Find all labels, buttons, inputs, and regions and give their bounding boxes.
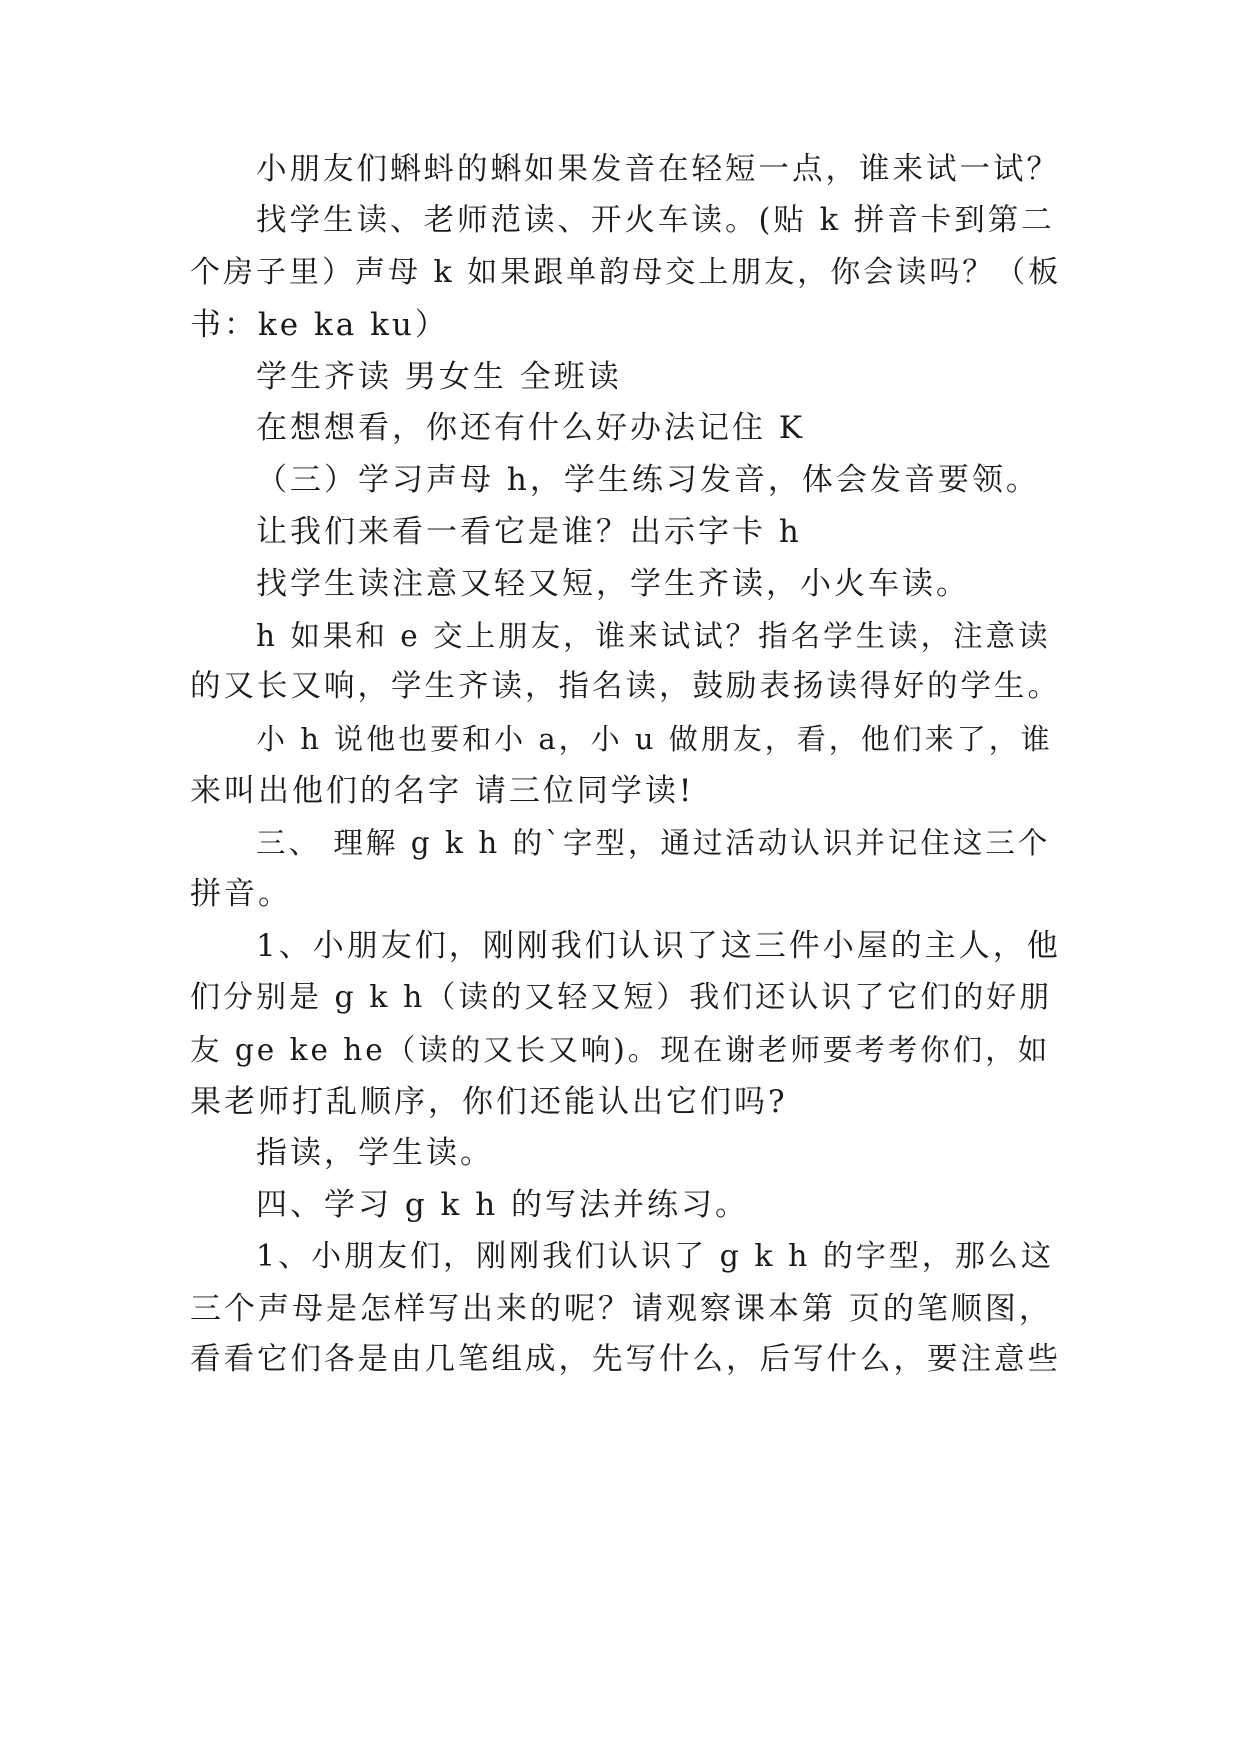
text-line: 的又长又响，学生齐读，指名读，鼓励表扬读得好的学生。 bbox=[190, 669, 1061, 704]
text-line: 拼音。 bbox=[190, 876, 292, 912]
text-line: 来叫出他们的名字 请三位同学读! bbox=[190, 773, 695, 809]
text-line: 找学生读注意又轻又短，学生齐读，小火车读。 bbox=[256, 566, 970, 602]
text-line: 看看它们各是由几笔组成，先写什么，后写什么，要注意些 bbox=[190, 1342, 1061, 1377]
text-line: 在想想看，你还有什么好办法记住 K bbox=[256, 410, 806, 446]
text-line: 1、小朋友们，刚刚我们认识了 g k h 的字型，那么这 bbox=[256, 1239, 1054, 1274]
text-line: 书：ke ka ku） bbox=[190, 307, 449, 343]
text-line: 们分别是 g k h（读的又轻又短）我们还认识了它们的好朋 bbox=[190, 980, 1053, 1015]
text-line: 三、 理解 g k h 的`字型，通过活动认识并记住这三个 bbox=[256, 826, 1051, 860]
text-line: 三个声母是怎样写出来的呢？请观察课本第 页的笔顺图， bbox=[190, 1291, 1053, 1327]
text-line: 让我们来看一看它是谁？出示字卡 h bbox=[256, 514, 802, 550]
text-line: 指读，学生读。 bbox=[256, 1135, 494, 1171]
text-line: 果老师打乱顺序，你们还能认出它们吗? bbox=[190, 1084, 788, 1120]
text-line: 四、学习 g k h 的写法并练习。 bbox=[256, 1187, 750, 1223]
text-line: 1、小朋友们，刚刚我们认识了这三件小屋的主人，他 bbox=[256, 928, 1061, 964]
text-line: 友 ge ke he（读的又长又响)。现在谢老师要考考你们，如 bbox=[190, 1033, 1051, 1067]
text-line: 小 h 说他也要和小 a，小 u 做朋友，看，他们来了，谁 bbox=[256, 722, 1053, 756]
text-line: 学生齐读 男女生 全班读 bbox=[256, 359, 622, 395]
text-line: 个房子里）声母 k 如果跟单韵母交上朋友，你会读吗？（板 bbox=[190, 255, 1062, 290]
text-line: （三）学习声母 h，学生练习发音，体会发音要领。 bbox=[256, 462, 1040, 498]
text-line: h 如果和 e 交上朋友，谁来试试？指名学生读，注意读 bbox=[256, 619, 1051, 653]
text-line: 小朋友们蝌蚪的蝌如果发音在轻短一点，谁来试一试？ bbox=[256, 152, 1060, 187]
text-line: 找学生读、老师范读、开火车读。(贴 k 拼音卡到第二 bbox=[256, 203, 1055, 238]
